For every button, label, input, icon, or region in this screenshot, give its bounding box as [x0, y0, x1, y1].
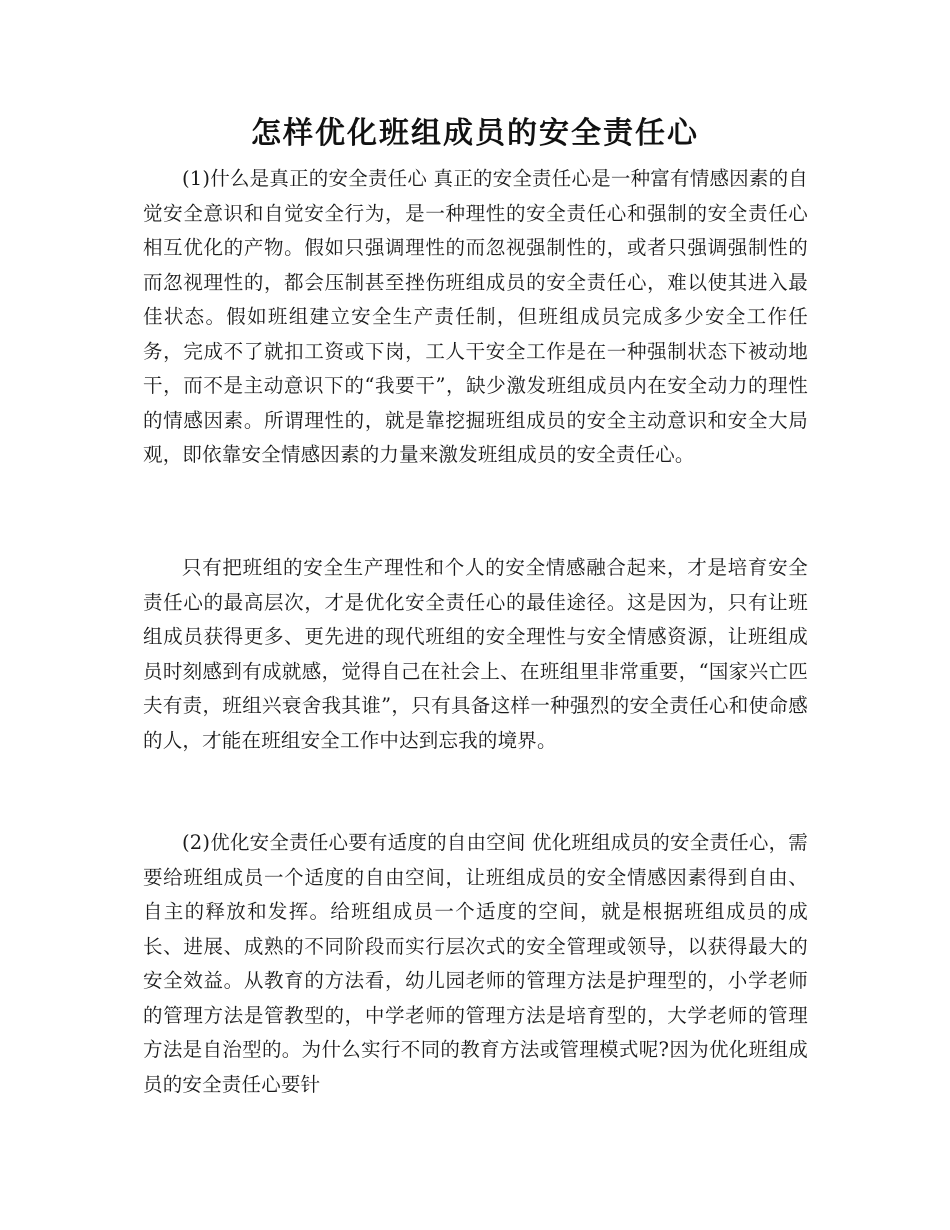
- paragraph-1: (1)什么是真正的安全责任心 真正的安全责任心是一种富有情感因素的自觉安全意识和自觉安全行为，是一种理性的安全责任心和强制的安全责任心相互优化的产物。假如只强调理性的而忽视强制性的，或者只强调强制性的而忽视理性的，都会压制甚至挫伤班组成员的安全责任心，难以使其进入最佳状态。假如班组建立安全生产责任制，但班组成员完成多少安全工作任务，完成不了就扣工资或下岗，工人干安全工作是在一种强制状态下被动地干，而不是主动意识下的“我要干”，缺少激发班组成员内在安全动力的理性的情感因素。所谓理性的，就是靠挖掘班组成员的安全主动意识和安全大局观，即依靠安全情感因素的力量来激发班组成员的安全责任心。: [143, 167, 808, 466]
- document-title: 怎样优化班组成员的安全责任心: [251, 116, 699, 151]
- paragraph-2: 只有把班组的安全生产理性和个人的安全情感融合起来，才是培育安全责任心的最高层次，才是优化安全责任心的最佳途径。这是因为，只有让班组成员获得更多、更先进的现代班组的安全理性与安全情感资源，让班组成员时刻感到有成就感，觉得自己在社会上、在班组里非常重要，“国家兴亡匹夫有责，班组兴衰舍我其谁”，只有具备这样一种强烈的安全责任心和使命感的人，才能在班组安全工作中达到忘我的境界。: [143, 556, 808, 752]
- paragraph-3: (2)优化安全责任心要有适度的自由空间 优化班组成员的安全责任心，需要给班组成员一个适度的自由空间，让班组成员的安全情感因素得到自由、自主的释放和发挥。给班组成员一个适度的空间，就是根据班组成员的成长、进展、成熟的不同阶段而实行层次式的安全管理或领导，以获得最大的安全效益。从教育的方法看，幼儿园老师的管理方法是护理型的，小学老师的管理方法是管教型的，中学老师的管理方法是培育型的，大学老师的管理方法是自治型的。为什么实行不同的教育方法或管理模式呢?因为优化班组成员的安全责任心要针: [143, 831, 808, 1096]
